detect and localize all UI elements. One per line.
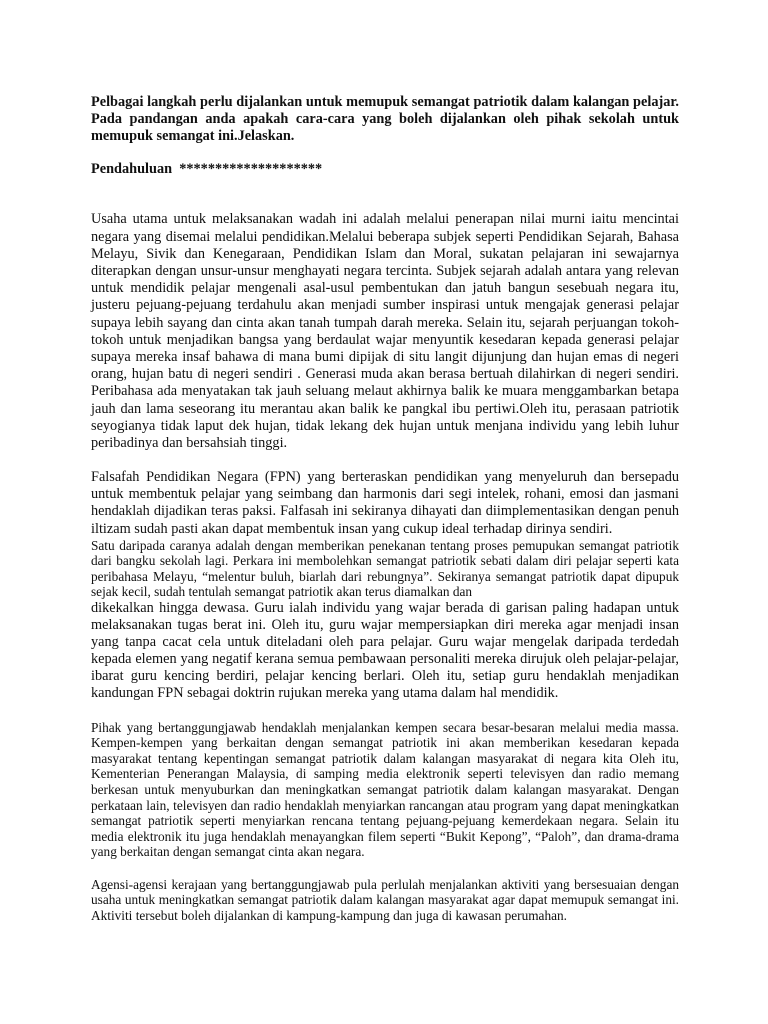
document-body	[91, 94, 679, 924]
paragraph-fpn: Falsafah Pendidikan Negara (FPN) yang berteraskan pendidikan yang menyeluruh dan bersepadu untuk membentuk pelajar yang seimbang dan harmonis dari segi intelek, rohani, emosi dan jasmani hendaklah dijadikan teras paksi. Falfasah ini sekiranya dihayati dan diimplementasikan dengan penuh iltizam sudah pasti akan dapat membentuk insan yang cukup ideal terhadap dirinya sendiri.	[91, 469, 679, 537]
heading-label: Pendahuluan	[91, 161, 173, 178]
essay-question: Pelbagai langkah perlu dijalankan untuk memupuk semangat patriotik dalam kalangan pelajar. Pada pandangan anda apakah cara-cara yang boleh dijalankan oleh pihak sekolah untuk memupuk semangat ini.Jelaskan.	[91, 94, 679, 145]
paragraph-intro: Usaha utama untuk melaksanakan wadah ini adalah melalui penerapan nilai murni iaitu mencintai negara yang disemai melalui pendidikan.Melalui beberapa subjek seperti Pendidikan Sejarah, Bahasa Melayu, Sivik dan Kenegaraan, Pendidikan Islam dan Moral, sukatan pelajaran ini sewajarnya diterapkan dengan unsur-unsur menghayati negara tercinta. Subjek sejarah adalah antara yang relevan untuk mendidik pelajar mengenali asal-usul pembentukan dan jatuh bangun sesebuah negara itu, justeru pejuang-pejuang terdahulu akan menjadi sumber inspirasi untuk mengajak generasi pelajar supaya lebih sayang dan cinta akan tanah tumpah darah mereka. Selain itu, sejarah perjuangan tokoh-tokoh untuk menjadikan bangsa yang berdaulat wajar menyuntik kesedaran kepada generasi pelajar supaya mereka insaf bahawa di mana bumi dipijak di situ langit dijunjung dan hujan emas di negeri orang, hujan batu di negeri sendiri . Generasi muda akan berasa bertuah dilahirkan di negeri sendiri. Peribahasa ada menyatakan tak jauh seluang melaut akhirnya balik ke muara menggambarkan betapa jauh dan lama seseorang itu merantau akan balik ke pangkal ibu pertiwi.Oleh itu, perasaan patriotik seyogianya tidak laput dek hujan, tidak lekang dek hujan untuk menjana individu yang lebih luhur peribadinya dan bersahsiah tinggi.	[91, 211, 679, 452]
section-heading	[91, 161, 679, 178]
paragraph-agencies: Agensi-agensi kerajaan yang bertanggungjawab pula perlulah menjalankan aktiviti yang bersesuaian dengan usaha untuk meningkatkan semangat patriotik dalam kalangan masyarakat agar dapat memupuk semangat ini. Aktiviti tersebut boleh dijalankan di kampung-kampung dan juga di kawasan perumahan.	[91, 876, 679, 924]
paragraph-fpn-small: Satu daripada caranya adalah dengan memberikan penekanan tentang proses pemupukan semangat patriotik dari bangku sekolah lagi. Perkara ini membolehkan semangat patriotik sebati dalam diri pelajar seperti kata peribahasa Melayu, “melentur buluh, biarlah dari rebungnya”. Sekiranya semangat patriotik dapat dipupuk sejak kecil, sudah tentulah semangat patriotik akan terus diamalkan dan	[91, 537, 679, 600]
heading-stars: ********************	[179, 161, 323, 178]
paragraph-media: Pihak yang bertanggungjawab hendaklah menjalankan kempen secara besar-besaran melalui media massa. Kempen-kempen yang berkaitan dengan semangat patriotik ini akan memberikan kesedaran kepada masyarakat tentang kepentingan semangat patriotik dalam kalangan masyarakat di negara kita Oleh itu, Kementerian Penerangan Malaysia, di samping media elektronik seperti televisyen dan radio memang berkesan untuk menyuburkan dan meningkatkan semangat patriotik dalam kalangan masyarakat. Dengan perkataan lain, televisyen dan radio hendaklah menyiarkan rancangan atau program yang dapat meningkatkan semangat patriotik seperti menyiarkan rencana tentang pejuang-pejuang kemerdekaan negara. Selain itu media elektronik itu juga hendaklah menayangkan filem seperti “Bukit Kepong”, “Paloh”, dan drama-drama yang berkaitan dengan semangat cinta akan negara.	[91, 719, 679, 860]
paragraph-teachers: dikekalkan hingga dewasa. Guru ialah individu yang wajar berada di garisan paling hadapan untuk melaksanakan tugas berat ini. Oleh itu, guru wajar mempersiapkan diri mereka agar menjadi insan yang tanpa cacat cela untuk diteladani oleh para pelajar. Guru wajar mengelak daripada terdedah kepada elemen yang negatif kerana semua pembawaan personaliti mereka dirujuk oleh pelajar-pelajar, ibarat guru kencing berdiri, pelajar kencing berlari. Oleh itu, setiap guru hendaklah menjadikan kandungan FPN sebagai doktrin rujukan mereka yang utama dalam hal mendidik.	[91, 599, 679, 702]
